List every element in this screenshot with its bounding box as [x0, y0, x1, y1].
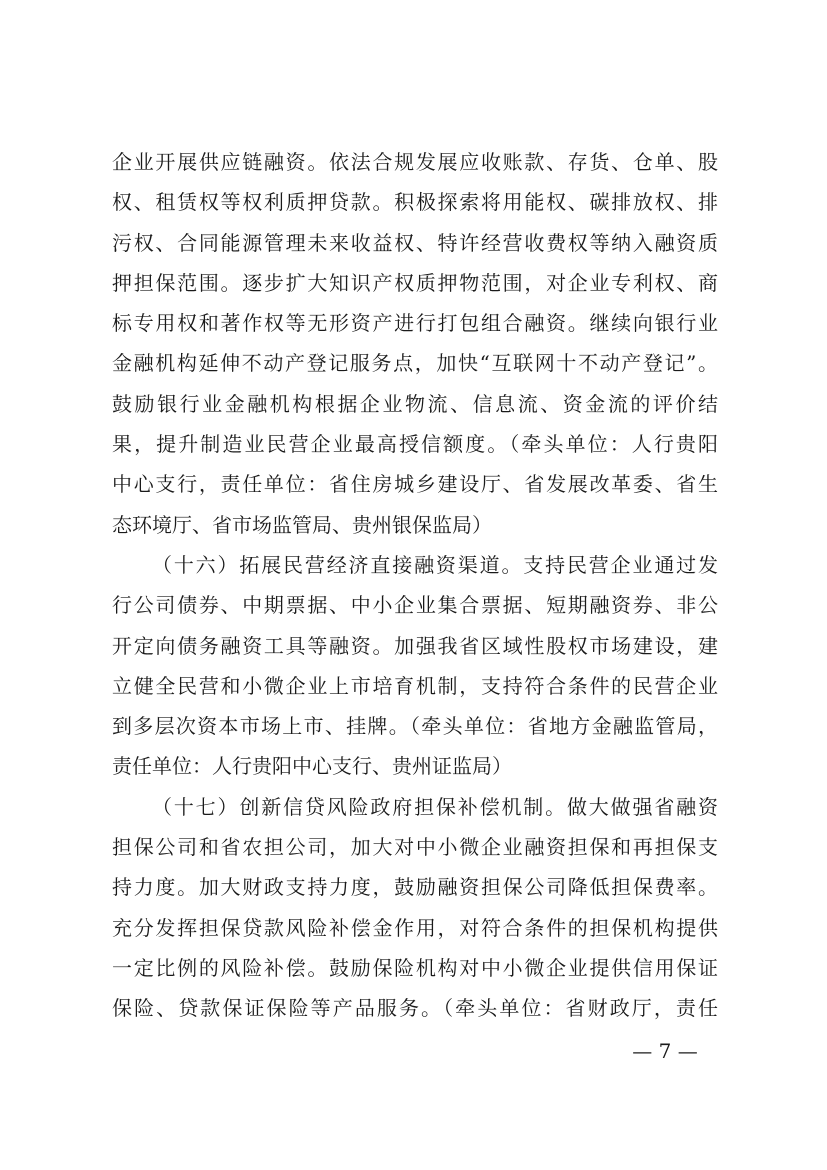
section-heading-line: （十七）创新信贷风险政府担保补偿机制。做大做强省融资 — [152, 794, 718, 819]
text-line: 标专用权和著作权等无形资产进行打包组合融资。继续向银行业 — [112, 311, 718, 336]
text-line: 持力度。加大财政支持力度，鼓励融资担保公司降低担保费率。 — [112, 875, 718, 900]
page-number: — 7 — — [632, 1039, 698, 1063]
text-line: 态环境厅、省市场监管局、贵州银保监局） — [112, 512, 492, 537]
text-line: 权、租赁权等权利质押贷款。积极探索将用能权、碳排放权、排 — [112, 190, 718, 215]
text-line: 充分发挥担保贷款风险补偿金作用，对符合条件的担保机构提供 — [112, 915, 718, 940]
text-line: 立健全民营和小微企业上市培育机制，支持符合条件的民营企业 — [112, 673, 718, 698]
text-line: 中心支行，责任单位：省住房城乡建设厅、省发展改革委、省生 — [112, 472, 718, 497]
text-line: 企业开展供应链融资。依法合规发展应收账款、存货、仓单、股 — [112, 150, 718, 174]
text-line: 担保公司和省农担公司，加大对中小微企业融资担保和再担保支 — [112, 835, 718, 860]
text-line: 污权、合同能源管理未来收益权、特许经营收费权等纳入融资质 — [112, 230, 718, 255]
text-line: 到多层次资本市场上市、挂牌。（牵头单位：省地方金融监管局， — [112, 714, 718, 739]
text-line: 保险、贷款保证保险等产品服务。（牵头单位：省财政厅，责任 — [112, 996, 718, 1021]
text-line: 果，提升制造业民营企业最高授信额度。（牵头单位：人行贵阳 — [112, 432, 718, 457]
text-line: 一定比例的风险补偿。鼓励保险机构对中小微企业提供信用保证 — [112, 955, 718, 980]
text-line: 押担保范围。逐步扩大知识产权质押物范围，对企业专利权、商 — [112, 270, 718, 295]
text-line: 责任单位：人行贵阳中心支行、贵州证监局） — [112, 754, 512, 779]
text-line: 金融机构延伸不动产登记服务点，加快“互联网十不动产登记”。 — [112, 351, 718, 376]
text-line: 鼓励银行业金融机构根据企业物流、信息流、资金流的评价结 — [112, 391, 718, 416]
body-text — [112, 142, 718, 1029]
section-heading-line: （十六）拓展民营经济直接融资渠道。支持民营企业通过发 — [152, 552, 718, 577]
text-line: 行公司债券、中期票据、中小企业集合票据、短期融资券、非公 — [112, 593, 718, 618]
text-line: 开定向债务融资工具等融资。加强我省区域性股权市场建设，建 — [112, 633, 718, 658]
